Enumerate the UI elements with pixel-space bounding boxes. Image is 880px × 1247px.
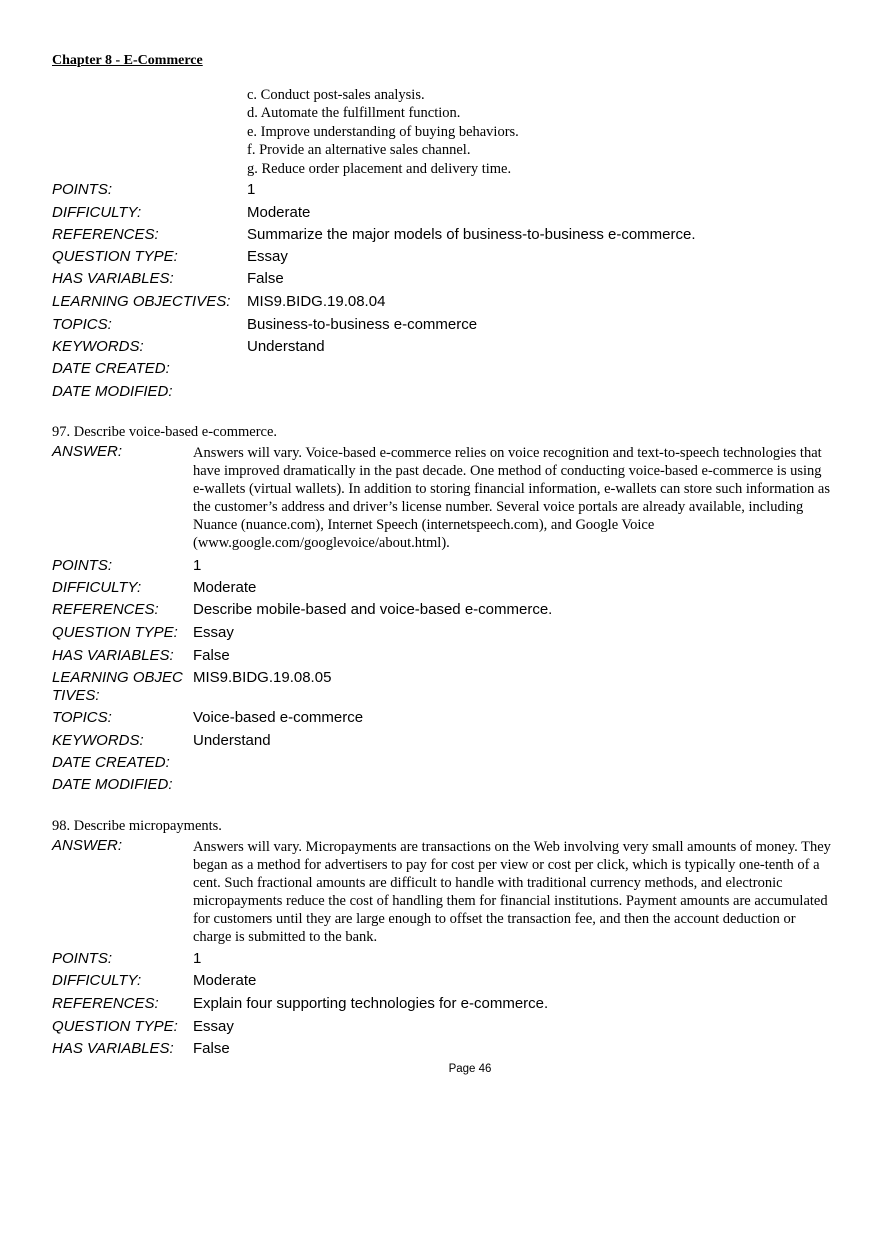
points-value: 1 <box>193 557 202 574</box>
question-98-text: 98. Describe micropayments. <box>52 818 222 834</box>
points-value: 1 <box>247 181 256 198</box>
date-modified-label: DATE MODIFIED: <box>52 776 173 793</box>
date-created-label: DATE CREATED: <box>52 754 170 771</box>
has-variables-label: HAS VARIABLES: <box>52 647 174 664</box>
topics-label: TOPICS: <box>52 709 112 726</box>
difficulty-label: DIFFICULTY: <box>52 972 142 989</box>
option-item: e. Improve understanding of buying behaviors. <box>247 123 519 140</box>
has-variables-value: False <box>247 270 284 287</box>
points-label: POINTS: <box>52 557 113 574</box>
question-type-value: Essay <box>193 1018 234 1035</box>
difficulty-label: DIFFICULTY: <box>52 204 142 221</box>
page-number: Page 46 <box>448 1063 492 1075</box>
answer-label: ANSWER: <box>52 837 123 854</box>
has-variables-label: HAS VARIABLES: <box>52 270 174 287</box>
difficulty-label: DIFFICULTY: <box>52 579 142 596</box>
date-modified-label: DATE MODIFIED: <box>52 383 173 400</box>
chapter-title: Chapter 8 - E-Commerce <box>52 53 203 68</box>
learning-objectives-label: LEARNING OBJECTIVES: <box>52 293 231 310</box>
question-97-text: 97. Describe voice-based e-commerce. <box>52 424 278 440</box>
topics-value: Business-to-business e-commerce <box>247 316 478 333</box>
answer-text: Answers will vary. Voice-based e-commerce relies on voice recognition and text-to-speech technologies that have improved dramatically in the past decade. One method of conducting voice-based e-commerce is using e-wallets (virtual wallets). In addition to storing financial information, e-wallets can store such information as the customer’s address and driver’s license number. Several voice portals are already available, including Nuance (nuance.com), Internet Speech (internetspeech.com), and Google Voice (www.google.com/googlevoice/about.html). <box>193 445 831 551</box>
question-type-label: QUESTION TYPE: <box>52 624 178 641</box>
question-type-label: QUESTION TYPE: <box>52 1018 178 1035</box>
learning-objectives-value: MIS9.BIDG.19.08.05 <box>193 669 332 686</box>
question-type-value: Essay <box>193 624 234 641</box>
option-item: g. Reduce order placement and delivery time. <box>247 160 512 177</box>
references-value: Explain four supporting technologies for e-commerce. <box>193 995 549 1012</box>
points-value: 1 <box>193 950 202 967</box>
learning-objectives-value: MIS9.BIDG.19.08.04 <box>247 293 386 310</box>
topics-label: TOPICS: <box>52 316 112 333</box>
option-item: d. Automate the fulfillment function. <box>247 105 461 122</box>
has-variables-label: HAS VARIABLES: <box>52 1040 174 1057</box>
points-label: POINTS: <box>52 950 113 967</box>
has-variables-value: False <box>193 1040 230 1057</box>
difficulty-value: Moderate <box>193 972 257 989</box>
answer-text: Answers will vary. Micropayments are transactions on the Web involving very small amounts of money. They began as a method for advertisers to pay for cost per view or cost per click, which is typically one-tenth of a cent. Such fractional amounts are difficult to handle with traditional currency methods, and electronic micropayments reduce the cost of handling them for financial institutions. Payment amounts are accumulated for customers until they are large enough to offset the transaction fee, and then the account deduction or charge is submitted to the bank. <box>193 839 831 945</box>
date-created-label: DATE CREATED: <box>52 360 170 377</box>
answer-options <box>247 86 519 178</box>
references-value: Describe mobile-based and voice-based e-commerce. <box>193 601 553 618</box>
has-variables-value: False <box>193 647 230 664</box>
question-type-label: QUESTION TYPE: <box>52 248 178 265</box>
topics-value: Voice-based e-commerce <box>193 709 364 726</box>
option-item: f. Provide an alternative sales channel. <box>247 142 471 159</box>
difficulty-value: Moderate <box>193 579 257 596</box>
references-value: Summarize the major models of business-to-business e-commerce. <box>247 226 696 243</box>
difficulty-value: Moderate <box>247 204 311 221</box>
references-label: REFERENCES: <box>52 601 159 618</box>
keywords-label: KEYWORDS: <box>52 732 144 749</box>
option-item: c. Conduct post-sales analysis. <box>247 87 425 103</box>
keywords-label: KEYWORDS: <box>52 338 144 355</box>
keywords-value: Understand <box>247 338 325 355</box>
question-type-value: Essay <box>247 248 288 265</box>
keywords-value: Understand <box>193 732 271 749</box>
learning-objectives-label: LEARNING OBJECTIVES: <box>52 669 183 704</box>
references-label: REFERENCES: <box>52 226 159 243</box>
answer-label: ANSWER: <box>52 443 123 460</box>
references-label: REFERENCES: <box>52 995 159 1012</box>
points-label: POINTS: <box>52 181 113 198</box>
